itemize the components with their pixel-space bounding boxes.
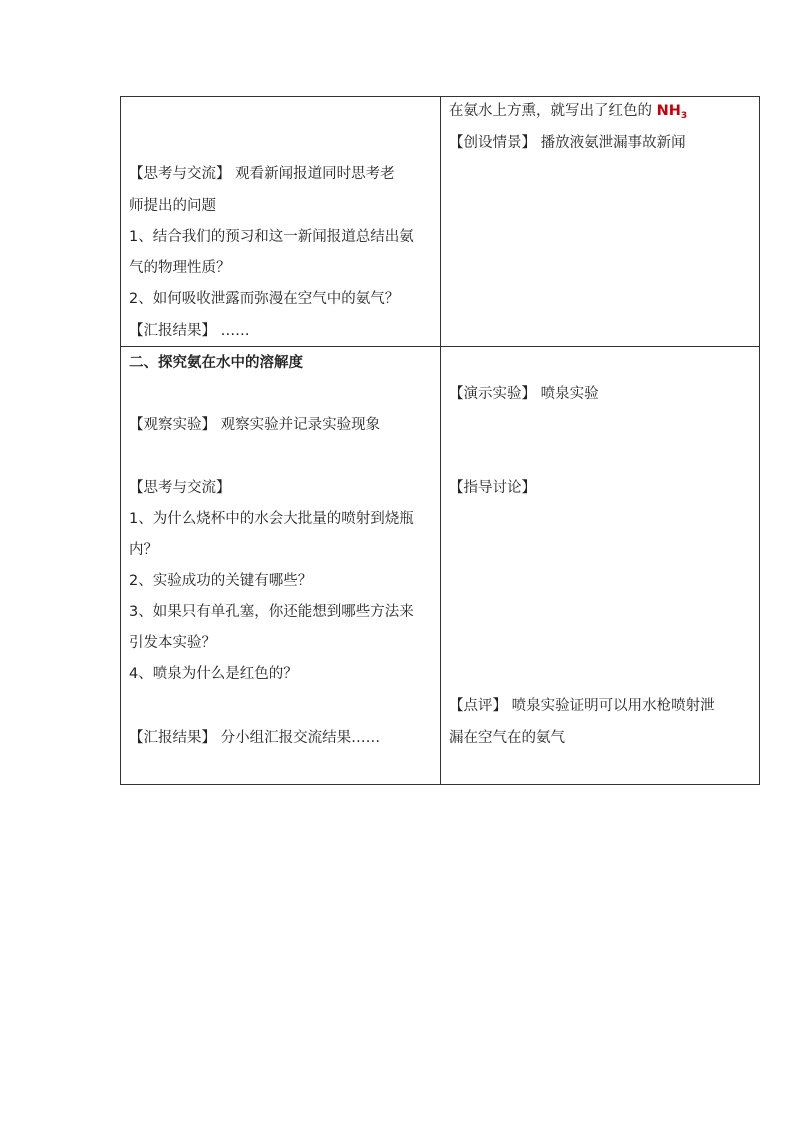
think-heading: 【思考与交流】 观看新闻报道同时思考老 [129,166,395,182]
question-2: 2、实验成功的关键有哪些？ [129,573,313,589]
think-heading: 【思考与交流】 [129,480,231,496]
demo-experiment: 【演示实验】 喷泉实验 [449,386,599,402]
report-result: 【汇报结果】 …… [129,323,250,339]
question-1-line-1: 1、结合我们的预习和这一新闻报道总结出氨 [129,229,414,245]
report-result: 【汇报结果】 分小组汇报交流结果…… [129,730,381,746]
formula-subscript: 3 [680,111,688,121]
table-row-solubility [121,347,759,784]
guide-discussion: 【指导讨论】 [449,480,536,496]
question-1-line-2: 气的物理性质？ [129,260,231,276]
question-1-line-2: 内？ [129,542,158,558]
observe-experiment: 【观察实验】 观察实验并记录实验现象 [129,417,381,433]
question-3-line-2: 引发本实验？ [129,635,216,651]
column-divider [440,97,441,346]
nh3-formula [657,103,688,119]
intro-line [449,101,687,126]
intro-text: 在氨水上方熏，就写出了红色的 [449,103,657,119]
question-1-line-1: 1、为什么烧杯中的水会大批量的喷射到烧瓶 [129,511,414,527]
create-scene-text: 【创设情景】 播放液氨泄漏事故新闻 [449,135,686,151]
column-divider [440,347,441,784]
question-2: 2、如何吸收泄露而弥漫在空气中的氨气？ [129,291,400,307]
comment-line-2: 漏在空气在的氨气 [449,730,565,746]
formula-main: NH [656,103,681,119]
section-title: 二、探究氨在水中的溶解度 [129,355,303,371]
question-4: 4、喷泉为什么是红色的？ [129,666,298,682]
question-3-line-1: 3、如果只有单孔塞，你还能想到哪些方法来 [129,604,414,620]
lesson-table [120,96,760,785]
comment-line-1: 【点评】 喷泉实验证明可以用水枪喷射泄 [449,698,715,714]
think-heading-cont: 师提出的问题 [129,198,216,214]
table-row-news [121,97,759,347]
